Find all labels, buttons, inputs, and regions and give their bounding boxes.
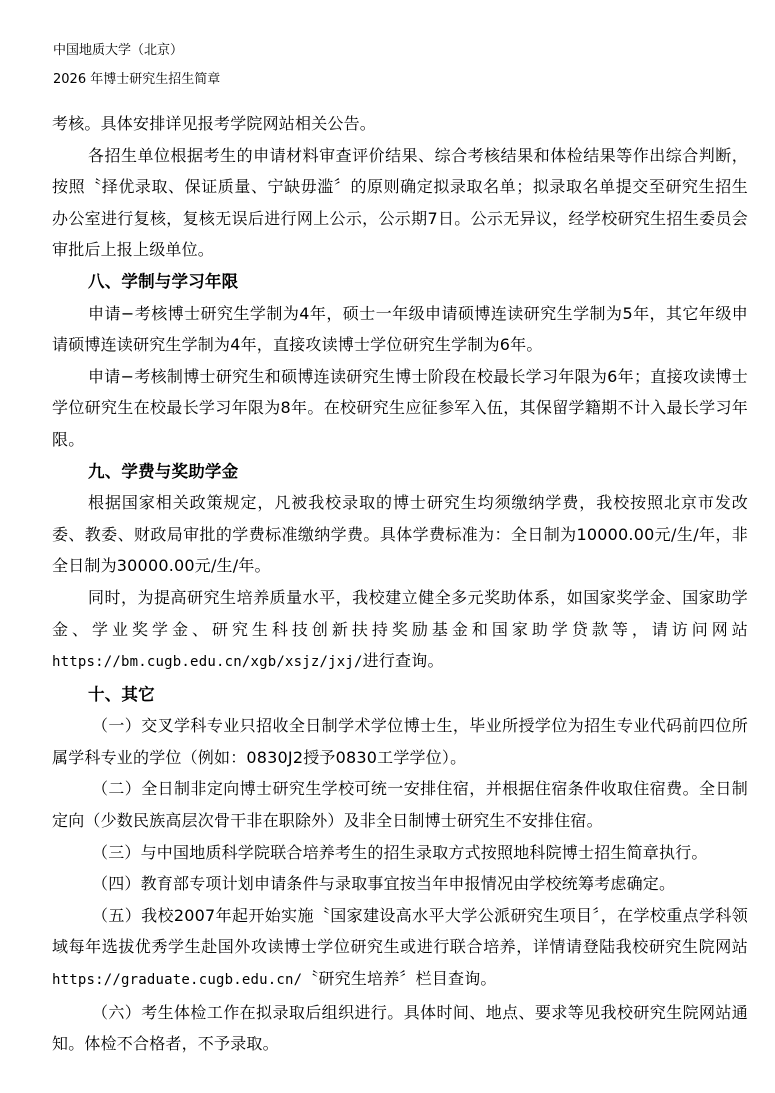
item-5-text: （五）我校2007年起开始实施〝国家建设高水平大学公派研究生项目〞，在学校重点学科领域每年选拔优秀学生赴国外攻读博士学位研究生或进行联合培养，详情请登陆我校研究生院网站 bbox=[52, 905, 748, 957]
document-title: 2026 年博士研究生招生简章 bbox=[53, 72, 221, 87]
section-8-paragraph-2: 申请−考核制博士研究生和硕博连读研究生博士阶段在校最长学习年限为6年；直接攻读博士学位研究生在校最长学习年限为8年。在校研究生应征参军入伍，其保留学籍期不计入最长学习年限。 bbox=[52, 366, 748, 449]
section-10-heading: 十、其它 bbox=[88, 684, 155, 704]
scholarship-text-end: 进行查询。 bbox=[362, 651, 444, 671]
document-body bbox=[52, 108, 748, 1060]
page-header bbox=[53, 36, 220, 94]
tuition-amounts: 10000.00元/生/年，非全日制为30000.00元/生/年。 bbox=[52, 524, 748, 576]
section-10-item-4: （四）教育部专项计划申请条件与录取事宜按当年申报情况由学校统筹考虑确定。 bbox=[92, 874, 676, 894]
scholarship-link[interactable]: https://bm.cugb.edu.cn/xgb/xsjz/jxj/ bbox=[52, 654, 363, 671]
section-9-heading: 九、学费与奖助学金 bbox=[88, 461, 239, 481]
section-8-heading: 八、学制与学习年限 bbox=[88, 271, 239, 291]
section-8-paragraph-1: 申请−考核博士研究生学制为4年，硕士一年级申请硕博连读研究生学制为5年，其它年级申请硕博连读研究生学制为4年，直接攻读博士学位研究生学制为6年。 bbox=[52, 303, 748, 355]
tuition-text: 根据国家相关政策规定，凡被我校录取的博士研究生均须缴纳学费，我校按照北京市发改委、教委、财政局审批的学费标准缴纳学费。具体学费标准为：全日制为 bbox=[52, 493, 748, 544]
section-10-item-2: （二）全日制非定向博士研究生学校可统一安排住宿，并根据住宿条件收取住宿费。全日制定向（少数民族高层次骨干非在职除外）及非全日制博士研究生不安排住宿。 bbox=[52, 779, 748, 831]
section-10-item-6: （六）考生体检工作在拟录取后组织进行。具体时间、地点、要求等见我校研究生院网站通知。体检不合格者，不予录取。 bbox=[52, 1002, 748, 1054]
section-10-item-5 bbox=[52, 900, 748, 997]
section-10-item-1: （一）交叉学科专业只招收全日制学术学位博士生，毕业所授学位为招生专业代码前四位所属学科专业的学位（例如：0830J2授予0830工学学位）。 bbox=[52, 716, 748, 767]
graduate-school-link[interactable]: https://graduate.cugb.edu.cn/ bbox=[52, 972, 303, 989]
university-name: 中国地质大学（北京） bbox=[53, 43, 184, 58]
section-10-item-3: （三）与中国地质科学院联合培养考生的招生录取方式按照地科院博士招生简章执行。 bbox=[92, 842, 708, 862]
item-5-text-end: 〝研究生培养〞栏目查询。 bbox=[302, 969, 497, 989]
scholarship-text: 同时，为提高研究生培养质量水平，我校建立健全多元奖助体系，如国家奖学金、国家助学金、学业奖学金、研究生科技创新扶持奖励基金和国家助学贷款等，请访问网站 bbox=[52, 587, 748, 639]
paragraph-admission-decision: 各招生单位根据考生的申请材料审查评价结果、综合考核结果和体检结果等作出综合判断，按照〝择优录取、保证质量、宁缺毋滥〞的原则确定拟录取名单；拟录取名单提交至研究生招生办公室进行复核，复核无误后进行网上公示，公示期7日。公示无异议，经学校研究生招生委员会审批后上报上级单位。 bbox=[52, 145, 748, 260]
section-9-paragraph-2 bbox=[52, 582, 748, 679]
paragraph-continuation: 考核。具体安排详见报考学院网站相关公告。 bbox=[52, 114, 377, 133]
section-9-paragraph-1 bbox=[52, 487, 748, 582]
